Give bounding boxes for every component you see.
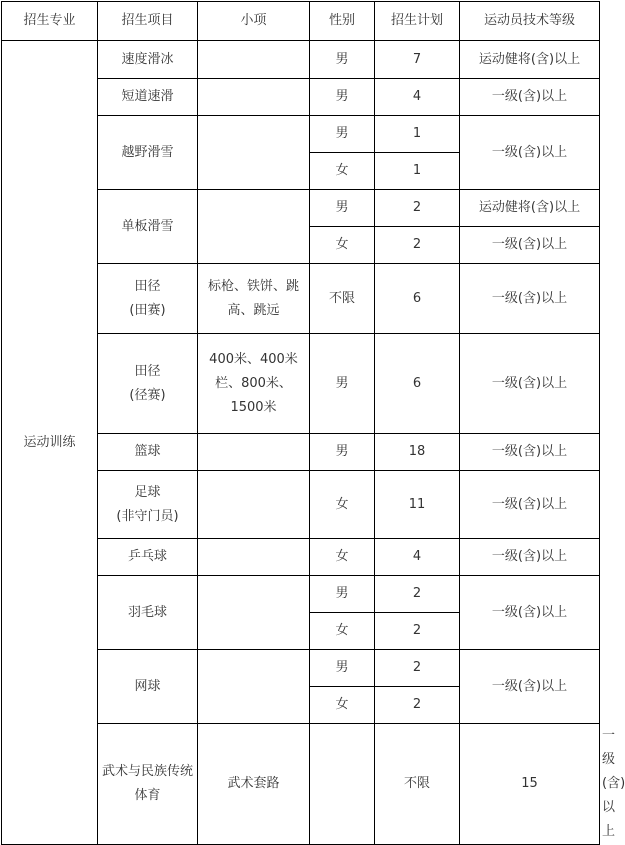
level-cell: 一级(含)以上: [460, 116, 600, 190]
sub-event-cell: [198, 650, 310, 724]
sub-event-line: 400米、400米: [209, 351, 298, 367]
plan-cell: 6: [375, 334, 460, 434]
project-cell: 越野滑雪: [98, 116, 198, 190]
sub-event-cell: [198, 434, 310, 471]
project-line: (非守门员): [116, 508, 179, 524]
gender-cell: 女: [310, 539, 375, 576]
plan-cell: 1: [375, 116, 460, 153]
gender-cell: 男: [310, 79, 375, 116]
gender-cell: 女: [310, 471, 375, 539]
sub-event-line: 栏、800米、: [215, 375, 292, 391]
header-level: 运动员技术等级: [460, 2, 600, 41]
sub-event-cell: [198, 471, 310, 539]
gender-cell: 不限: [310, 264, 375, 334]
admission-table: [1, 1, 625, 845]
gender-cell: 男: [310, 41, 375, 79]
gender-cell: 男: [310, 576, 375, 613]
header-plan: 招生计划: [375, 2, 460, 41]
level-cell: 一级(含)以上: [460, 79, 600, 116]
project-cell: [98, 264, 198, 334]
project-cell: 短道速滑: [98, 79, 198, 116]
plan-cell: 2: [375, 227, 460, 264]
level-cell: 一级(含)以上: [460, 539, 600, 576]
sub-event-cell: [198, 79, 310, 116]
plan-cell: 2: [375, 613, 460, 650]
gender-cell: 男: [310, 434, 375, 471]
sub-event-cell: [310, 724, 375, 845]
project-cell: [98, 334, 198, 434]
header-project: 招生项目: [98, 2, 198, 41]
plan-cell: 11: [375, 471, 460, 539]
level-cell: 运动健将(含)以上: [460, 41, 600, 79]
plan-cell: 4: [375, 79, 460, 116]
sub-event-line: 高、跳远: [227, 302, 280, 318]
sub-event-cell: [198, 539, 310, 576]
level-cell: 一级(含)以上: [460, 434, 600, 471]
plan-cell: 2: [375, 650, 460, 687]
project-cell: 单板滑雪: [98, 190, 198, 264]
level-cell: 一级(含)以上: [460, 264, 600, 334]
gender-cell: 女: [310, 227, 375, 264]
project-cell: [98, 471, 198, 539]
gender-cell: 男: [310, 190, 375, 227]
level-cell: 运动健将(含)以上: [460, 190, 600, 227]
gender-cell: 男: [310, 116, 375, 153]
level-cell: 一级(含)以上: [460, 227, 600, 264]
gender-cell: 男: [310, 650, 375, 687]
sub-event-cell: [198, 116, 310, 190]
plan-cell: 2: [375, 190, 460, 227]
gender-cell: 不限: [375, 724, 460, 845]
table-row: [2, 41, 600, 79]
sub-event-line: 标枪、铁饼、跳: [207, 278, 299, 294]
plan-cell: 1: [375, 153, 460, 190]
gender-cell: 女: [310, 153, 375, 190]
project-cell: 篮球: [98, 434, 198, 471]
project-cell: 乒乓球: [98, 539, 198, 576]
project-line: 田径: [134, 278, 161, 294]
plan-cell: 7: [375, 41, 460, 79]
sub-event-cell: [198, 334, 310, 434]
gender-cell: 男: [310, 334, 375, 434]
gender-cell: 女: [310, 613, 375, 650]
level-cell: 一级(含)以上: [460, 576, 600, 650]
level-cell: 一级(含)以上: [460, 334, 600, 434]
project-line: 足球: [134, 484, 161, 500]
plan-cell: 2: [375, 687, 460, 724]
header-row: [2, 2, 600, 41]
project-line: (径赛): [129, 387, 166, 403]
plan-cell: 6: [375, 264, 460, 334]
project-line: (田赛): [129, 302, 166, 318]
plan-cell: 2: [375, 576, 460, 613]
sub-event-cell: [198, 190, 310, 264]
level-cell: 一级(含)以上: [460, 471, 600, 539]
gender-cell: 女: [310, 687, 375, 724]
project-cell: 速度滑冰: [98, 41, 198, 79]
project-cell: 羽毛球: [98, 576, 198, 650]
plan-cell: 4: [375, 539, 460, 576]
plan-cell: 18: [375, 434, 460, 471]
project-cell: 网球: [98, 650, 198, 724]
major-wushu: 武术与民族传统体育: [98, 724, 198, 845]
sub-event-cell: [198, 264, 310, 334]
project-cell: 武术套路: [198, 724, 310, 845]
level-cell: 一级(含)以上: [460, 650, 600, 724]
sub-event-line: 1500米: [230, 399, 277, 415]
sub-event-cell: [198, 576, 310, 650]
table-row: 武术与民族传统体育 武术套路 不限 15 一级(含)以上: [2, 724, 600, 845]
major-sports-training: 运动训练: [2, 41, 98, 845]
project-line: 田径: [134, 363, 161, 379]
sub-event-cell: [198, 41, 310, 79]
plan-cell: 15: [460, 724, 600, 845]
header-gender: 性别: [310, 2, 375, 41]
header-major: 招生专业: [2, 2, 98, 41]
header-sub-event: 小项: [198, 2, 310, 41]
